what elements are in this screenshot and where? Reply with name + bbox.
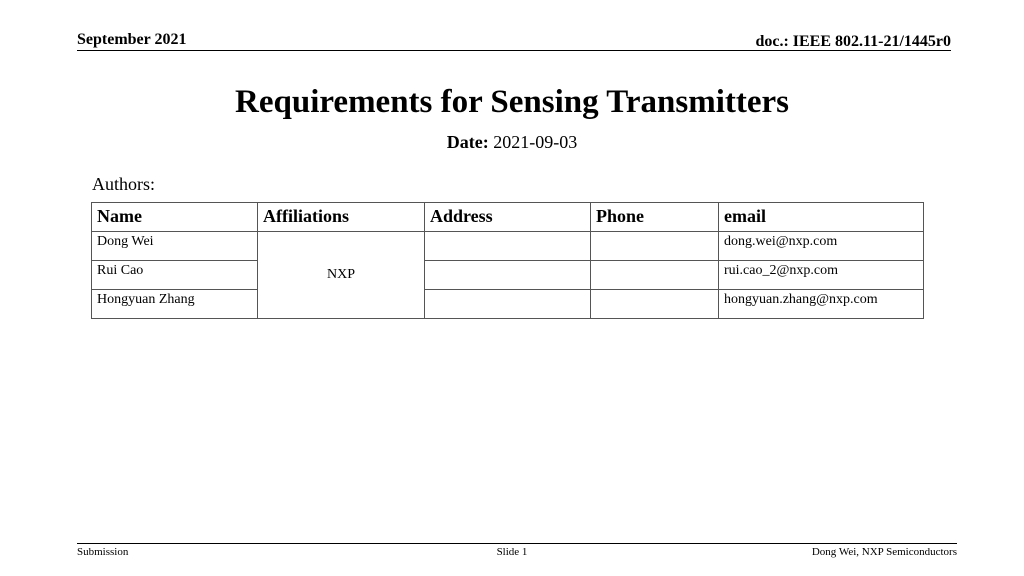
author-name: Hongyuan Zhang	[92, 290, 258, 319]
author-phone	[591, 261, 719, 290]
slide-title: Requirements for Sensing Transmitters	[235, 84, 789, 120]
footer-submission: Submission	[77, 546, 129, 558]
author-phone	[591, 290, 719, 319]
author-name: Dong Wei	[92, 232, 258, 261]
authors-table	[91, 202, 924, 319]
header-rule	[77, 50, 951, 51]
footer-slide-number: Slide 1	[496, 546, 528, 558]
table-row	[92, 232, 924, 261]
date-value: 2021-09-03	[493, 132, 578, 152]
table-row	[92, 290, 924, 319]
author-phone	[591, 232, 719, 261]
author-email: hongyuan.zhang@nxp.com	[719, 290, 924, 319]
footer-author: Dong Wei, NXP Semiconductors	[811, 546, 957, 558]
author-affiliation: NXP	[258, 232, 425, 319]
column-header-affiliations: Affiliations	[258, 203, 425, 232]
date-label: Date:	[446, 132, 489, 152]
header-date: September 2021	[77, 31, 187, 48]
header-doc-id: doc.: IEEE 802.11-21/1445r0	[755, 33, 951, 50]
author-address	[425, 232, 591, 261]
footer-rule	[77, 543, 957, 544]
author-email: rui.cao_2@nxp.com	[719, 261, 924, 290]
date-line	[0, 131, 1024, 153]
author-address	[425, 290, 591, 319]
author-email: dong.wei@nxp.com	[719, 232, 924, 261]
author-name: Rui Cao	[92, 261, 258, 290]
author-address	[425, 261, 591, 290]
table-row	[92, 261, 924, 290]
column-header-phone: Phone	[591, 203, 719, 232]
column-header-address: Address	[425, 203, 591, 232]
table-header-row	[92, 203, 924, 232]
authors-label: Authors:	[92, 174, 155, 194]
column-header-name: Name	[92, 203, 258, 232]
column-header-email: email	[719, 203, 924, 232]
